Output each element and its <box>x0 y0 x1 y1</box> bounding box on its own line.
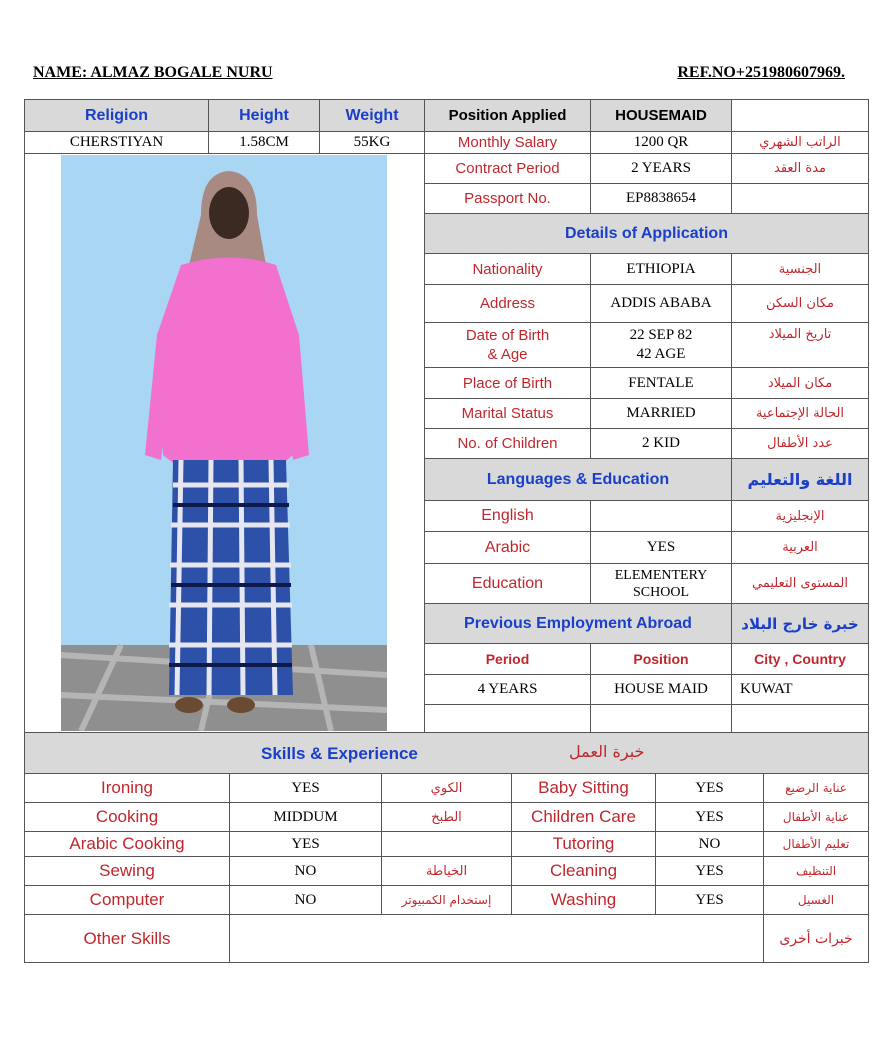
english-label: English <box>425 501 591 532</box>
basic-info-table <box>24 99 425 154</box>
skill-cooking-value: MIDDUM <box>230 803 382 832</box>
prev-country-value: KUWAT <box>732 675 869 705</box>
skill-computer-label: Computer <box>25 886 230 915</box>
education-value <box>591 564 732 604</box>
other-skills-label: Other Skills <box>25 915 230 963</box>
skill-sewing-value: NO <box>230 857 382 886</box>
skill-sewing-label: Sewing <box>25 857 230 886</box>
skill-cleaning-label: Cleaning <box>512 857 656 886</box>
education-label-ar: المستوى التعليمي <box>732 564 869 604</box>
prev-employment-title-ar: خبرة خارج البلاد <box>732 604 869 644</box>
contract-value: 2 YEARS <box>591 154 732 184</box>
english-label-ar: الإنجليزية <box>732 501 869 532</box>
skill-computer-value: NO <box>230 886 382 915</box>
skill-cleaning-ar: التنظيف <box>764 857 869 886</box>
skills-table <box>24 732 869 963</box>
skill-cooking-label: Cooking <box>25 803 230 832</box>
skill-cleaning-value: YES <box>656 857 764 886</box>
skill-washing-ar: الغسيل <box>764 886 869 915</box>
nationality-value: ETHIOPIA <box>591 254 732 285</box>
skill-babysitting-value: YES <box>656 774 764 803</box>
dob-value <box>591 323 732 368</box>
dob-label <box>425 323 591 368</box>
candidate-photo <box>61 155 387 731</box>
skill-cooking-ar: الطبخ <box>382 803 512 832</box>
salary-value: 1200 QR <box>591 132 732 154</box>
prev-period-value: 4 YEARS <box>425 675 591 705</box>
address-label: Address <box>425 285 591 323</box>
skill-tutoring-value: NO <box>656 832 764 857</box>
skill-babysitting-label: Baby Sitting <box>512 774 656 803</box>
pob-value: FENTALE <box>591 368 732 399</box>
skills-title: Skills & Experience <box>261 744 418 763</box>
pob-label: Place of Birth <box>425 368 591 399</box>
skill-arabiccooking-value: YES <box>230 832 382 857</box>
languages-title: Languages & Education <box>425 459 732 501</box>
skill-washing-label: Washing <box>512 886 656 915</box>
skill-arabiccooking-label: Arabic Cooking <box>25 832 230 857</box>
nationality-label: Nationality <box>425 254 591 285</box>
english-value <box>591 501 732 532</box>
skill-arabiccooking-ar <box>382 832 512 857</box>
skill-tutoring-ar: تعليم الأطفال <box>764 832 869 857</box>
marital-label: Marital Status <box>425 399 591 429</box>
skill-childrencare-ar: عناية الأطفال <box>764 803 869 832</box>
person-figure <box>61 155 387 731</box>
prev-employment-title: Previous Employment Abroad <box>425 604 732 644</box>
reference-number: REF.NO+251980607969. <box>677 64 845 81</box>
skill-computer-ar: إستخدام الكمبيوتر <box>382 886 512 915</box>
dob-label-line1: Date of Birth <box>465 327 550 344</box>
skill-childrencare-label: Children Care <box>512 803 656 832</box>
skills-title-ar: خبرة العمل <box>569 742 645 761</box>
marital-value: MARRIED <box>591 399 732 429</box>
height-label: Height <box>209 100 320 132</box>
position-label: Position Applied <box>425 100 591 132</box>
skill-childrencare-value: YES <box>656 803 764 832</box>
children-value: 2 KID <box>591 429 732 459</box>
religion-label: Religion <box>25 100 209 132</box>
address-value: ADDIS ABABA <box>591 285 732 323</box>
application-table <box>424 99 869 737</box>
dob-label-line2: & Age <box>487 346 528 363</box>
dob-value-line2: 42 AGE <box>636 346 686 362</box>
skill-washing-value: YES <box>656 886 764 915</box>
skill-tutoring-label: Tutoring <box>512 832 656 857</box>
children-label: No. of Children <box>425 429 591 459</box>
passport-value: EP8838654 <box>591 184 732 214</box>
address-label-ar: مكان السكن <box>732 285 869 323</box>
children-label-ar: عدد الأطفال <box>732 429 869 459</box>
skill-ironing-ar: الكوي <box>382 774 512 803</box>
other-skills-ar: خبرات أخرى <box>764 915 869 963</box>
skills-title-row <box>25 733 869 774</box>
languages-title-ar: اللغة والتعليم <box>732 459 869 501</box>
arabic-label: Arabic <box>425 532 591 564</box>
passport-label: Passport No. <box>425 184 591 214</box>
nationality-label-ar: الجنسية <box>732 254 869 285</box>
skill-ironing-value: YES <box>230 774 382 803</box>
education-label: Education <box>425 564 591 604</box>
salary-label-ar: الراتب الشهري <box>732 132 869 154</box>
details-title: Details of Application <box>425 214 869 254</box>
weight-value: 55KG <box>320 132 425 154</box>
salary-label: Monthly Salary <box>425 132 591 154</box>
weight-label: Weight <box>320 100 425 132</box>
city-country-header: City , Country <box>732 644 869 675</box>
skill-sewing-ar: الخياطة <box>382 857 512 886</box>
height-value: 1.58CM <box>209 132 320 154</box>
arabic-value: YES <box>591 532 732 564</box>
religion-value: CHERSTIYAN <box>25 132 209 154</box>
education-value-line1: ELEMENTERY <box>614 567 708 583</box>
period-header: Period <box>425 644 591 675</box>
skill-ironing-label: Ironing <box>25 774 230 803</box>
dob-label-ar: تاريخ الميلاد <box>732 323 869 368</box>
contract-label-ar: مدة العقد <box>732 154 869 184</box>
arabic-label-ar: العربية <box>732 532 869 564</box>
prev-position-value: HOUSE MAID <box>591 675 732 705</box>
skill-babysitting-ar: عناية الرضيع <box>764 774 869 803</box>
marital-label-ar: الحالة الإجتماعية <box>732 399 869 429</box>
education-value-line2: SCHOOL <box>632 584 689 600</box>
pob-label-ar: مكان الميلاد <box>732 368 869 399</box>
contract-label: Contract Period <box>425 154 591 184</box>
candidate-name: NAME: ALMAZ BOGALE NURU <box>33 64 273 81</box>
position-value: HOUSEMAID <box>591 100 732 132</box>
dob-value-line1: 22 SEP 82 <box>629 327 693 343</box>
position-header: Position <box>591 644 732 675</box>
